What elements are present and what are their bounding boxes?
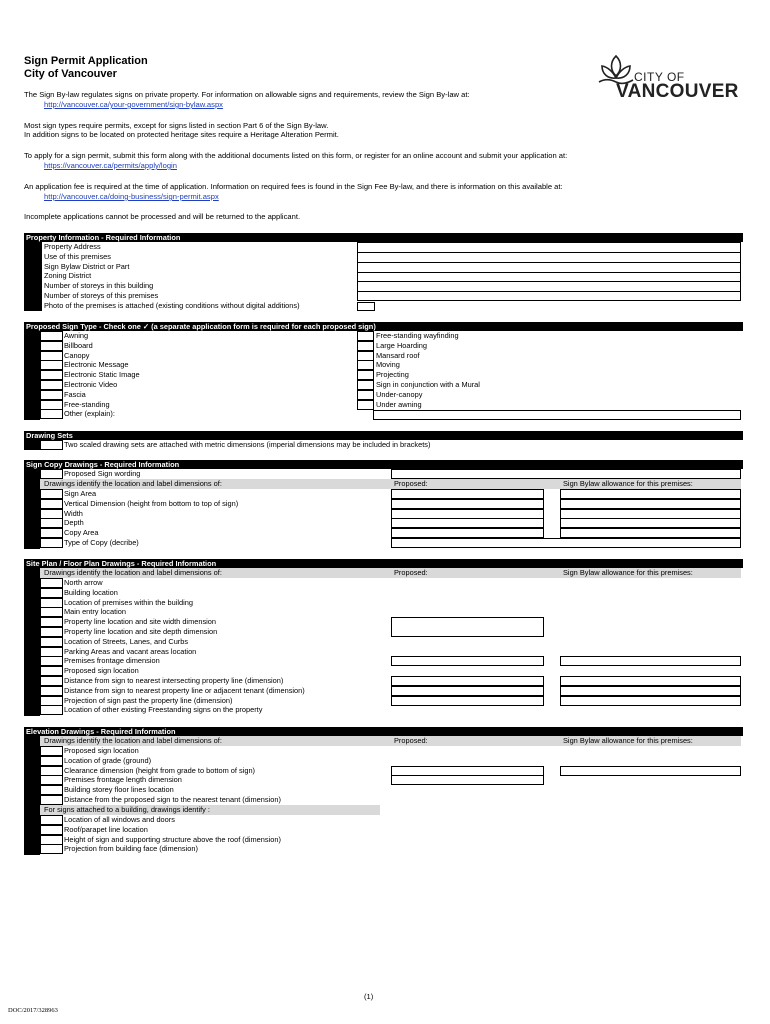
- sign-type-checkbox[interactable]: [357, 351, 374, 361]
- elevation-checkbox[interactable]: [40, 766, 63, 776]
- sign-type-checkbox[interactable]: [357, 331, 374, 341]
- site-plan-proposed-heading: Proposed:: [394, 568, 428, 577]
- sign-type-label: Electronic Message: [64, 360, 129, 370]
- elevation-label: Building storey floor lines location: [64, 785, 174, 795]
- allowance-input[interactable]: [560, 489, 741, 499]
- city-logo: [596, 52, 739, 102]
- sign-type-checkbox[interactable]: [357, 341, 374, 351]
- sign-copy-label: Sign Area: [64, 489, 97, 498]
- sign-wording-input[interactable]: [391, 469, 741, 479]
- building-label: For signs attached to a building, drawings identify :: [44, 805, 210, 814]
- elevation-checkbox[interactable]: [40, 795, 63, 805]
- sign-copy-checkbox[interactable]: [40, 509, 63, 519]
- sign-type-checkbox[interactable]: [40, 341, 63, 351]
- elevation-proposed-heading: Proposed:: [394, 736, 428, 745]
- allowance-input[interactable]: [560, 656, 741, 666]
- allowance-input[interactable]: [560, 518, 741, 528]
- proposed-input[interactable]: [391, 766, 544, 776]
- drawing-sets-checkbox[interactable]: [40, 440, 63, 450]
- building-checkbox[interactable]: [40, 835, 63, 845]
- sign-copy-checkbox[interactable]: [40, 528, 63, 538]
- sign-type-checkbox[interactable]: [357, 400, 374, 410]
- property-row-label: Property Address: [44, 242, 101, 251]
- site-plan-label: Location of premises within the building: [64, 597, 194, 607]
- sign-type-label: Free-standing: [64, 399, 110, 409]
- site-plan-checkbox[interactable]: [40, 637, 63, 647]
- property-row-label: Use of this premises: [44, 251, 111, 261]
- sign-wording-checkbox[interactable]: [40, 469, 63, 479]
- elevation-header: Elevation Drawings - Required Information: [24, 727, 743, 736]
- site-plan-label: Parking Areas and vacant areas location: [64, 646, 197, 656]
- property-row-label: Sign Bylaw District or Part: [44, 261, 130, 271]
- elevation-gray-label: Drawings identify the location and label dimensions of:: [44, 736, 222, 745]
- sign-type-checkbox[interactable]: [40, 380, 63, 390]
- sign-permit-link[interactable]: http://vancouver.ca/doing-business/sign-permit.aspx: [44, 192, 219, 201]
- sign-copy-checkbox[interactable]: [40, 538, 63, 548]
- sign-copy-checkbox[interactable]: [40, 499, 63, 509]
- allowance-input[interactable]: [560, 766, 741, 776]
- site-plan-label: Main entry location: [64, 607, 127, 617]
- drawing-sets-header: Drawing Sets: [24, 431, 743, 440]
- allowance-input[interactable]: [560, 509, 741, 519]
- drawing-sets-side-bar: [24, 440, 40, 450]
- site-plan-checkbox[interactable]: [40, 696, 63, 706]
- building-checkbox[interactable]: [40, 844, 63, 854]
- doc-number: DOC/2017/328963: [8, 1007, 58, 1014]
- elevation-side-bar: [24, 736, 40, 855]
- elevation-checkbox[interactable]: [40, 746, 63, 756]
- site-plan-label: Location of Streets, Lanes, and Curbs: [64, 636, 189, 646]
- proposed-input[interactable]: [391, 518, 544, 528]
- site-plan-label: Distance from sign to nearest intersecting property line (dimension): [64, 676, 284, 685]
- sign-copy-allowance-heading: Sign Bylaw allowance for this premises:: [563, 479, 693, 488]
- property-side-bar: [24, 242, 42, 311]
- sign-type-section-header: Proposed Sign Type - Check one ✓ (a separate application form is required for each proposed sign): [24, 322, 743, 331]
- site-plan-label: Property line location and site width dimension: [64, 617, 217, 627]
- site-plan-checkbox[interactable]: [40, 656, 63, 666]
- sign-type-checkbox[interactable]: [357, 380, 374, 390]
- site-plan-label: Property line location and site depth dimension: [64, 627, 218, 636]
- proposed-input[interactable]: [391, 509, 544, 519]
- other-explain-input[interactable]: [373, 410, 741, 420]
- sign-wording-label: Proposed Sign wording: [64, 469, 141, 478]
- sign-type-label: Projecting: [376, 370, 409, 380]
- elevation-label: Distance from the proposed sign to the nearest tenant (dimension): [64, 795, 281, 804]
- form-title: Sign Permit Application: [24, 55, 148, 67]
- elevation-checkbox[interactable]: [40, 756, 63, 766]
- site-plan-checkbox[interactable]: [40, 705, 63, 715]
- sign-copy-proposed-heading: Proposed:: [394, 479, 428, 488]
- site-plan-checkbox[interactable]: [40, 607, 63, 617]
- allowance-input[interactable]: [560, 686, 741, 696]
- elevation-label: Clearance dimension (height from grade to bottom of sign): [64, 765, 256, 775]
- site-plan-gray-label: Drawings identify the location and label dimensions of:: [44, 568, 222, 577]
- intro-paragraph-1: The Sign By-law regulates signs on private property. For information on allowable signs and requirements, review the Sign By-law at:: [24, 90, 470, 99]
- page-number: (1): [364, 992, 374, 1001]
- elevation-label: Location of grade (ground): [64, 755, 152, 765]
- sign-type-label: Electronic Video: [64, 380, 118, 389]
- logo-text-top: CITY OF: [634, 70, 685, 84]
- sign-type-checkbox[interactable]: [357, 360, 374, 370]
- sign-type-label: Other (explain):: [64, 409, 115, 419]
- sign-type-label: Awning: [64, 331, 89, 340]
- sign-copy-label: Depth: [64, 518, 84, 528]
- sign-type-checkbox[interactable]: [40, 390, 63, 400]
- sign-type-checkbox[interactable]: [40, 331, 63, 341]
- sign-copy-label: Vertical Dimension (height from bottom to top of sign): [64, 498, 239, 508]
- property-row-label: Photo of the premises is attached (existing conditions without digital additions): [44, 300, 300, 310]
- building-label-row: Location of all windows and doors: [64, 815, 175, 824]
- sign-type-checkbox[interactable]: [357, 390, 374, 400]
- proposed-input[interactable]: [391, 528, 544, 538]
- photo-attached-checkbox[interactable]: [357, 302, 375, 311]
- allowance-input[interactable]: [560, 696, 741, 706]
- sign-type-checkbox[interactable]: [40, 370, 63, 380]
- sign-copy-checkbox[interactable]: [40, 489, 63, 499]
- sign-copy-label: Width: [64, 508, 83, 518]
- sign-type-checkbox[interactable]: [357, 370, 374, 380]
- sign-type-side-bar: [24, 331, 40, 420]
- proposed-input[interactable]: [391, 617, 544, 637]
- sign-type-label: Sign in conjunction with a Mural: [376, 380, 480, 389]
- sign-type-label: Free-standing wayfinding: [376, 331, 459, 340]
- type-of-copy-input[interactable]: [391, 538, 741, 548]
- intro-paragraph-5: Incomplete applications cannot be processed and will be returned to the applicant.: [24, 212, 301, 221]
- proposed-input[interactable]: [391, 489, 544, 499]
- elevation-label: Premises frontage length dimension: [64, 775, 182, 785]
- site-plan-allowance-heading: Sign Bylaw allowance for this premises:: [563, 568, 693, 577]
- site-plan-checkbox[interactable]: [40, 666, 63, 676]
- drawing-sets-label: Two scaled drawing sets are attached with metric dimensions (imperial dimensions may be included in brackets): [64, 440, 431, 449]
- elevation-allowance-heading: Sign Bylaw allowance for this premises:: [563, 736, 693, 745]
- allowance-input[interactable]: [560, 499, 741, 509]
- sign-copy-gray-label: Drawings identify the location and label dimensions of:: [44, 479, 222, 488]
- sign-copy-header: Sign Copy Drawings - Required Information: [24, 460, 743, 469]
- site-plan-label: Distance from sign to nearest property line or adjacent tenant (dimension): [64, 685, 305, 695]
- site-plan-side-bar: [24, 568, 40, 716]
- proposed-input[interactable]: [391, 686, 544, 696]
- sign-type-label: Canopy: [64, 350, 90, 360]
- sign-type-label: Fascia: [64, 389, 86, 399]
- property-row-label: Number of storeys of this premises: [44, 291, 159, 300]
- building-label-row: Projection from building face (dimension): [64, 844, 198, 854]
- sign-type-label: Mansard roof: [376, 350, 420, 360]
- proposed-input[interactable]: [391, 696, 544, 706]
- permits-login-link[interactable]: https://vancouver.ca/permits/apply/login: [44, 161, 177, 170]
- site-plan-checkbox[interactable]: [40, 588, 63, 598]
- sign-copy-label: Type of Copy (decribe): [64, 538, 139, 547]
- intro-paragraph-2b: In addition signs to be located on protected heritage sites require a Heritage Alteration Permit.: [24, 130, 339, 139]
- building-label-row: Roof/parapet line location: [64, 824, 148, 834]
- site-plan-label: Projection of sign past the property line (dimension): [64, 695, 233, 705]
- allowance-input[interactable]: [560, 676, 741, 686]
- site-plan-label: North arrow: [64, 578, 103, 587]
- sign-type-checkbox[interactable]: [40, 351, 63, 361]
- building-label-row: Height of sign and supporting structure above the roof (dimension): [64, 834, 281, 844]
- elevation-checkbox[interactable]: [40, 785, 63, 795]
- sign-copy-checkbox[interactable]: [40, 518, 63, 528]
- sign-copy-side-bar: [24, 469, 40, 549]
- sign-bylaw-link[interactable]: http://vancouver.ca/your-government/sign-bylaw.aspx: [44, 100, 223, 109]
- sign-type-label: Large Hoarding: [376, 340, 427, 350]
- intro-paragraph-2a: Most sign types require permits, except for signs listed in section Part 6 of the Sign By-law.: [24, 121, 329, 130]
- site-plan-checkbox[interactable]: [40, 676, 63, 686]
- form-subtitle: City of Vancouver: [24, 68, 117, 80]
- proposed-input[interactable]: [391, 775, 544, 785]
- site-plan-label: Premises frontage dimension: [64, 656, 160, 666]
- site-plan-label: Proposed sign location: [64, 666, 139, 676]
- sign-type-checkbox[interactable]: [40, 360, 63, 370]
- allowance-input[interactable]: [560, 528, 741, 538]
- sign-type-label: Under-canopy: [376, 389, 423, 399]
- proposed-input[interactable]: [391, 499, 544, 509]
- sign-type-checkbox[interactable]: [40, 409, 63, 419]
- site-plan-checkbox[interactable]: [40, 598, 63, 608]
- sign-type-label: Moving: [376, 360, 400, 370]
- building-checkbox[interactable]: [40, 825, 63, 835]
- site-plan-checkbox[interactable]: [40, 617, 63, 627]
- proposed-input[interactable]: [391, 676, 544, 686]
- site-plan-checkbox[interactable]: [40, 578, 63, 588]
- intro-paragraph-3: To apply for a sign permit, submit this form along with the additional documents listed on this form, or register for an online account and submit your application at:: [24, 151, 568, 160]
- logo-text-bottom: VANCOUVER: [616, 81, 739, 102]
- property-row-label: Number of storeys in this building: [44, 281, 154, 291]
- site-plan-checkbox[interactable]: [40, 686, 63, 696]
- sign-type-label: Electronic Static Image: [64, 370, 140, 380]
- sign-type-checkbox[interactable]: [40, 400, 63, 410]
- sign-type-label: Billboard: [64, 340, 93, 350]
- site-plan-header: Site Plan / Floor Plan Drawings - Required Information: [24, 559, 743, 568]
- site-plan-label: Location of other existing Freestanding signs on the property: [64, 705, 263, 715]
- site-plan-checkbox[interactable]: [40, 647, 63, 657]
- sign-copy-label: Copy Area: [64, 528, 99, 538]
- elevation-label: Proposed sign location: [64, 746, 139, 755]
- elevation-checkbox[interactable]: [40, 775, 63, 785]
- property-row-label: Zoning District: [44, 271, 92, 281]
- site-plan-label: Building location: [64, 587, 118, 597]
- intro-paragraph-4: An application fee is required at the time of application. Information on required fees is found in the Sign Fee By-law, and there is information on this available at:: [24, 182, 563, 191]
- sign-type-label: Under awning: [376, 399, 422, 409]
- building-checkbox[interactable]: [40, 815, 63, 825]
- proposed-input[interactable]: [391, 656, 544, 666]
- site-plan-checkbox[interactable]: [40, 627, 63, 637]
- property-section-header: Property Information - Required Information: [24, 233, 743, 242]
